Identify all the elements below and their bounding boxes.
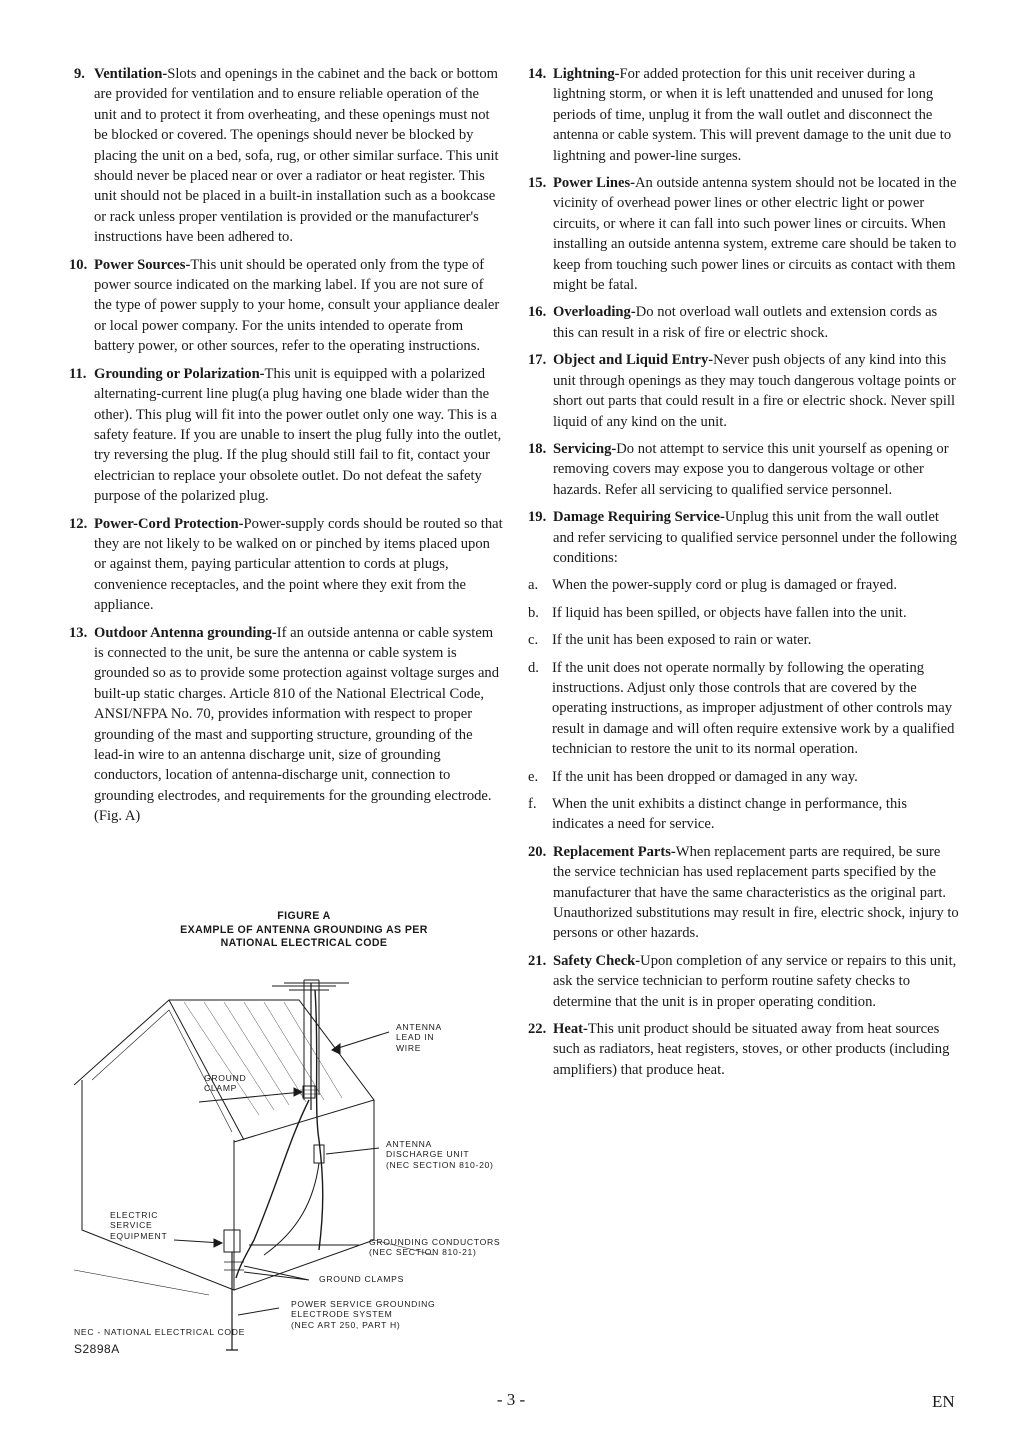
leader-power-service bbox=[238, 1308, 279, 1315]
item-title: Outdoor Antenna grounding- bbox=[94, 624, 277, 641]
item-19 bbox=[528, 507, 960, 568]
item-number: 20. bbox=[528, 843, 547, 860]
item-title: Ventilation- bbox=[94, 66, 168, 82]
item-text: Never push objects of any kind into this unit through openings as they may touch dangerous voltage points or short out parts that could result in a fire or electric shock. Never spill liquid of any kind on the unit. bbox=[553, 352, 956, 430]
item-number: 12. bbox=[69, 515, 88, 532]
label-antenna-discharge-unit: ANTENNA DISCHARGE UNIT (NEC SECTION 810-20) bbox=[386, 1139, 494, 1170]
item-title: Damage Requiring Service- bbox=[553, 509, 725, 526]
condition-letter: f. bbox=[528, 796, 537, 812]
item-title: Power Lines- bbox=[553, 175, 636, 192]
item-text: When replacement parts are required, be sure the service technician has used replacement parts specified by the manufacturer that have the same characteristics as the original part. Unauthorized substitutions may result in fire, electric shock, injury to persons or other hazards. bbox=[553, 843, 959, 942]
condition-letter: c. bbox=[528, 632, 539, 649]
language-code: EN bbox=[932, 1392, 955, 1411]
item-number: 22. bbox=[528, 1021, 547, 1038]
item-number: 17. bbox=[528, 352, 547, 369]
item-title: Power-Cord Protection- bbox=[94, 515, 244, 532]
house-side-wall bbox=[234, 1100, 374, 1290]
item-text: Power-supply cords should be routed so that they are not likely to be walked on or pinched by items placed upon or against them, paying particular attention to cords at plugs, convenience receptacles, and the point where they exit from the appliance. bbox=[94, 515, 503, 614]
item-15 bbox=[528, 173, 960, 295]
label-ground-clamps: GROUND CLAMPS bbox=[319, 1274, 405, 1284]
leader-antenna-lead bbox=[332, 1032, 389, 1050]
item-9 bbox=[74, 64, 504, 248]
figure-antenna-grounding bbox=[74, 910, 514, 1370]
item-title: Servicing- bbox=[553, 440, 617, 457]
condition-text: When the power-supply cord or plug is damaged or frayed. bbox=[552, 577, 897, 594]
item-17 bbox=[528, 350, 960, 432]
label-ground-clamp: GROUND CLAMP bbox=[204, 1073, 247, 1094]
condition-c bbox=[528, 630, 960, 650]
item-title: Overloading- bbox=[553, 304, 636, 321]
label-electric-service-equipment: ELECTRIC SERVICE EQUIPMENT bbox=[110, 1210, 168, 1241]
item-number: 13. bbox=[69, 624, 88, 641]
item-number: 21. bbox=[528, 952, 547, 969]
item-text: This unit should be operated only from the type of power source indicated on the marking label. If you are not sure of the type of power supply to your home, consult your appliance dealer or local power company. For the units intended to operate from battery power, or other sources, refer to the operating instructions. bbox=[94, 256, 500, 355]
leader-ground-clamps bbox=[244, 1266, 309, 1280]
item-title: Grounding or Polarization- bbox=[94, 365, 265, 382]
condition-text: If the unit has been dropped or damaged in any way. bbox=[552, 768, 858, 785]
condition-b bbox=[528, 603, 960, 623]
item-21 bbox=[528, 951, 960, 1012]
item-number: 9. bbox=[74, 66, 85, 82]
item-number: 11. bbox=[69, 365, 87, 382]
item-20 bbox=[528, 842, 960, 944]
item-text: This unit is equipped with a polarized alternating-current line plug(a plug having one blade wider than the other). This plug will fit into the power outlet only one way. This is a safety feature. If you are unable to insert the plug fully into the outlet, try reversing the plug. If the plug should still fail to fit, contact your electrician to replace your obsolete outlet. Do not defeat the safety purpose of the polarized plug. bbox=[94, 365, 502, 505]
condition-d bbox=[528, 658, 960, 760]
item-number: 10. bbox=[69, 256, 88, 273]
figure-caption-line-2: NATIONAL ELECTRICAL CODE bbox=[220, 937, 388, 949]
item-text: This unit product should be situated away from heat sources such as radiators, heat registers, stoves, or other products (including amplifiers) that produce heat. bbox=[553, 1021, 950, 1078]
item-14 bbox=[528, 64, 960, 166]
condition-letter: e. bbox=[528, 768, 539, 785]
figure-caption-title: FIGURE A bbox=[277, 910, 331, 922]
item-number: 15. bbox=[528, 175, 547, 192]
item-10 bbox=[69, 255, 504, 357]
item-12 bbox=[69, 514, 504, 616]
house-front-wall bbox=[82, 1080, 234, 1290]
house-front-gable bbox=[74, 1000, 247, 1140]
page-number: - 3 - bbox=[496, 1390, 526, 1409]
item-text: Upon completion of any service or repairs to this unit, ask the service technician to perform routine safety checks to determine that the unit is in proper operating condition. bbox=[553, 952, 957, 1010]
item-title: Safety Check- bbox=[553, 952, 641, 969]
figure-caption-line-1: EXAMPLE OF ANTENNA GROUNDING AS PER bbox=[180, 923, 428, 936]
item-16 bbox=[528, 302, 960, 343]
item-text: An outside antenna system should not be located in the vicinity of overhead power lines or other electric light or power circuits, or where it can fall into such power lines or circuits. When installing an outside antenna system, extreme care should be taken to keep from touching such power lines or circuits as contact with them might be fatal. bbox=[553, 175, 957, 294]
figure-code: S2898A bbox=[74, 1342, 120, 1356]
condition-text: If liquid has been spilled, or objects have fallen into the unit. bbox=[552, 604, 907, 621]
item-title: Replacement Parts- bbox=[553, 843, 676, 860]
house-roof bbox=[169, 1000, 374, 1142]
item-text: Do not attempt to service this unit yourself as opening or removing covers may expose you to dangerous voltage or other hazards. Refer all servicing to qualified service personnel. bbox=[553, 440, 949, 498]
item-22 bbox=[528, 1019, 960, 1080]
condition-a bbox=[528, 575, 960, 595]
item-title: Object and Liquid Entry- bbox=[553, 352, 714, 369]
item-title: Lightning- bbox=[553, 66, 620, 82]
item-text: If an outside antenna or cable system is connected to the unit, be sure the antenna or cable system is grounded so as to provide some protection against voltage surges and built-up static charges. Article 810 of the National Electrical Code, ANSI/NFPA No. 70, provides information with respect to proper grounding of the mast and supporting structure, grounding of the lead-in wire to an antenna discharge unit, size of grounding conductors, location of antenna-discharge unit, connection to grounding electrodes, and requirements for the grounding electrode. (Fig. A) bbox=[94, 624, 500, 825]
item-number: 16. bbox=[528, 304, 547, 321]
label-grounding-conductors: GROUNDING CONDUCTORS (NEC SECTION 810-21) bbox=[369, 1237, 501, 1258]
condition-f bbox=[528, 794, 960, 835]
condition-text: If the unit does not operate normally by following the operating instructions. Adjust only those controls that are covered by the operating instructions, as improper adjustment of other controls may result in damage and will often require extensive work by a qualified technician to restore the unit to its normal operation. bbox=[552, 659, 955, 758]
label-nec-note: NEC - NATIONAL ELECTRICAL CODE bbox=[74, 1327, 246, 1337]
right-column bbox=[528, 64, 960, 1087]
condition-e bbox=[528, 767, 960, 787]
item-11 bbox=[69, 364, 504, 507]
item-number: 18. bbox=[528, 440, 547, 457]
item-text: Do not overload wall outlets and extension cords as this can result in a risk of fire or electric shock. bbox=[553, 304, 938, 341]
item-text: For added protection for this unit receiver during a lightning storm, or when it is left unattended and unused for long periods of time, unplug it from the wall outlet and disconnect the antenna or cable system. This will prevent damage to the unit due to lightning and power-line surges. bbox=[553, 66, 952, 164]
condition-letter: d. bbox=[528, 659, 539, 676]
item-text: Slots and openings in the cabinet and the back or bottom are provided for ventilation and to ensure reliable operation of the unit and to protect it from overheating, and these openings must not be blocked or covered. The openings should never be blocked by placing the unit on a bed, sofa, rug, or other similar surface. This unit should never be placed near or over a radiator or heat register. This unit should not be placed in a built-in installation such as a bookcase or rack unless proper ventilation is provided or the manufacturer's instructions have been adhered to. bbox=[94, 66, 499, 246]
item-18 bbox=[528, 439, 960, 500]
item-number: 14. bbox=[528, 66, 547, 82]
condition-letter: a. bbox=[528, 577, 539, 594]
condition-letter: b. bbox=[528, 604, 539, 621]
item-text: Unplug this unit from the wall outlet and refer servicing to qualified service personnel under the following conditions: bbox=[553, 509, 958, 566]
condition-text: When the unit exhibits a distinct change in performance, this indicates a need for service. bbox=[552, 796, 908, 833]
label-power-service-grounding: POWER SERVICE GROUNDING ELECTRODE SYSTEM (NEC ART 250, PART H) bbox=[291, 1299, 436, 1330]
item-title: Heat- bbox=[553, 1021, 588, 1038]
item-13 bbox=[69, 623, 504, 827]
left-column bbox=[69, 64, 504, 834]
item-title: Power Sources- bbox=[94, 256, 191, 273]
leader-discharge-unit bbox=[326, 1148, 379, 1154]
condition-text: If the unit has been exposed to rain or water. bbox=[552, 632, 812, 649]
label-antenna-lead-in-wire: ANTENNA LEAD IN WIRE bbox=[396, 1022, 442, 1053]
item-number: 19. bbox=[528, 509, 547, 526]
